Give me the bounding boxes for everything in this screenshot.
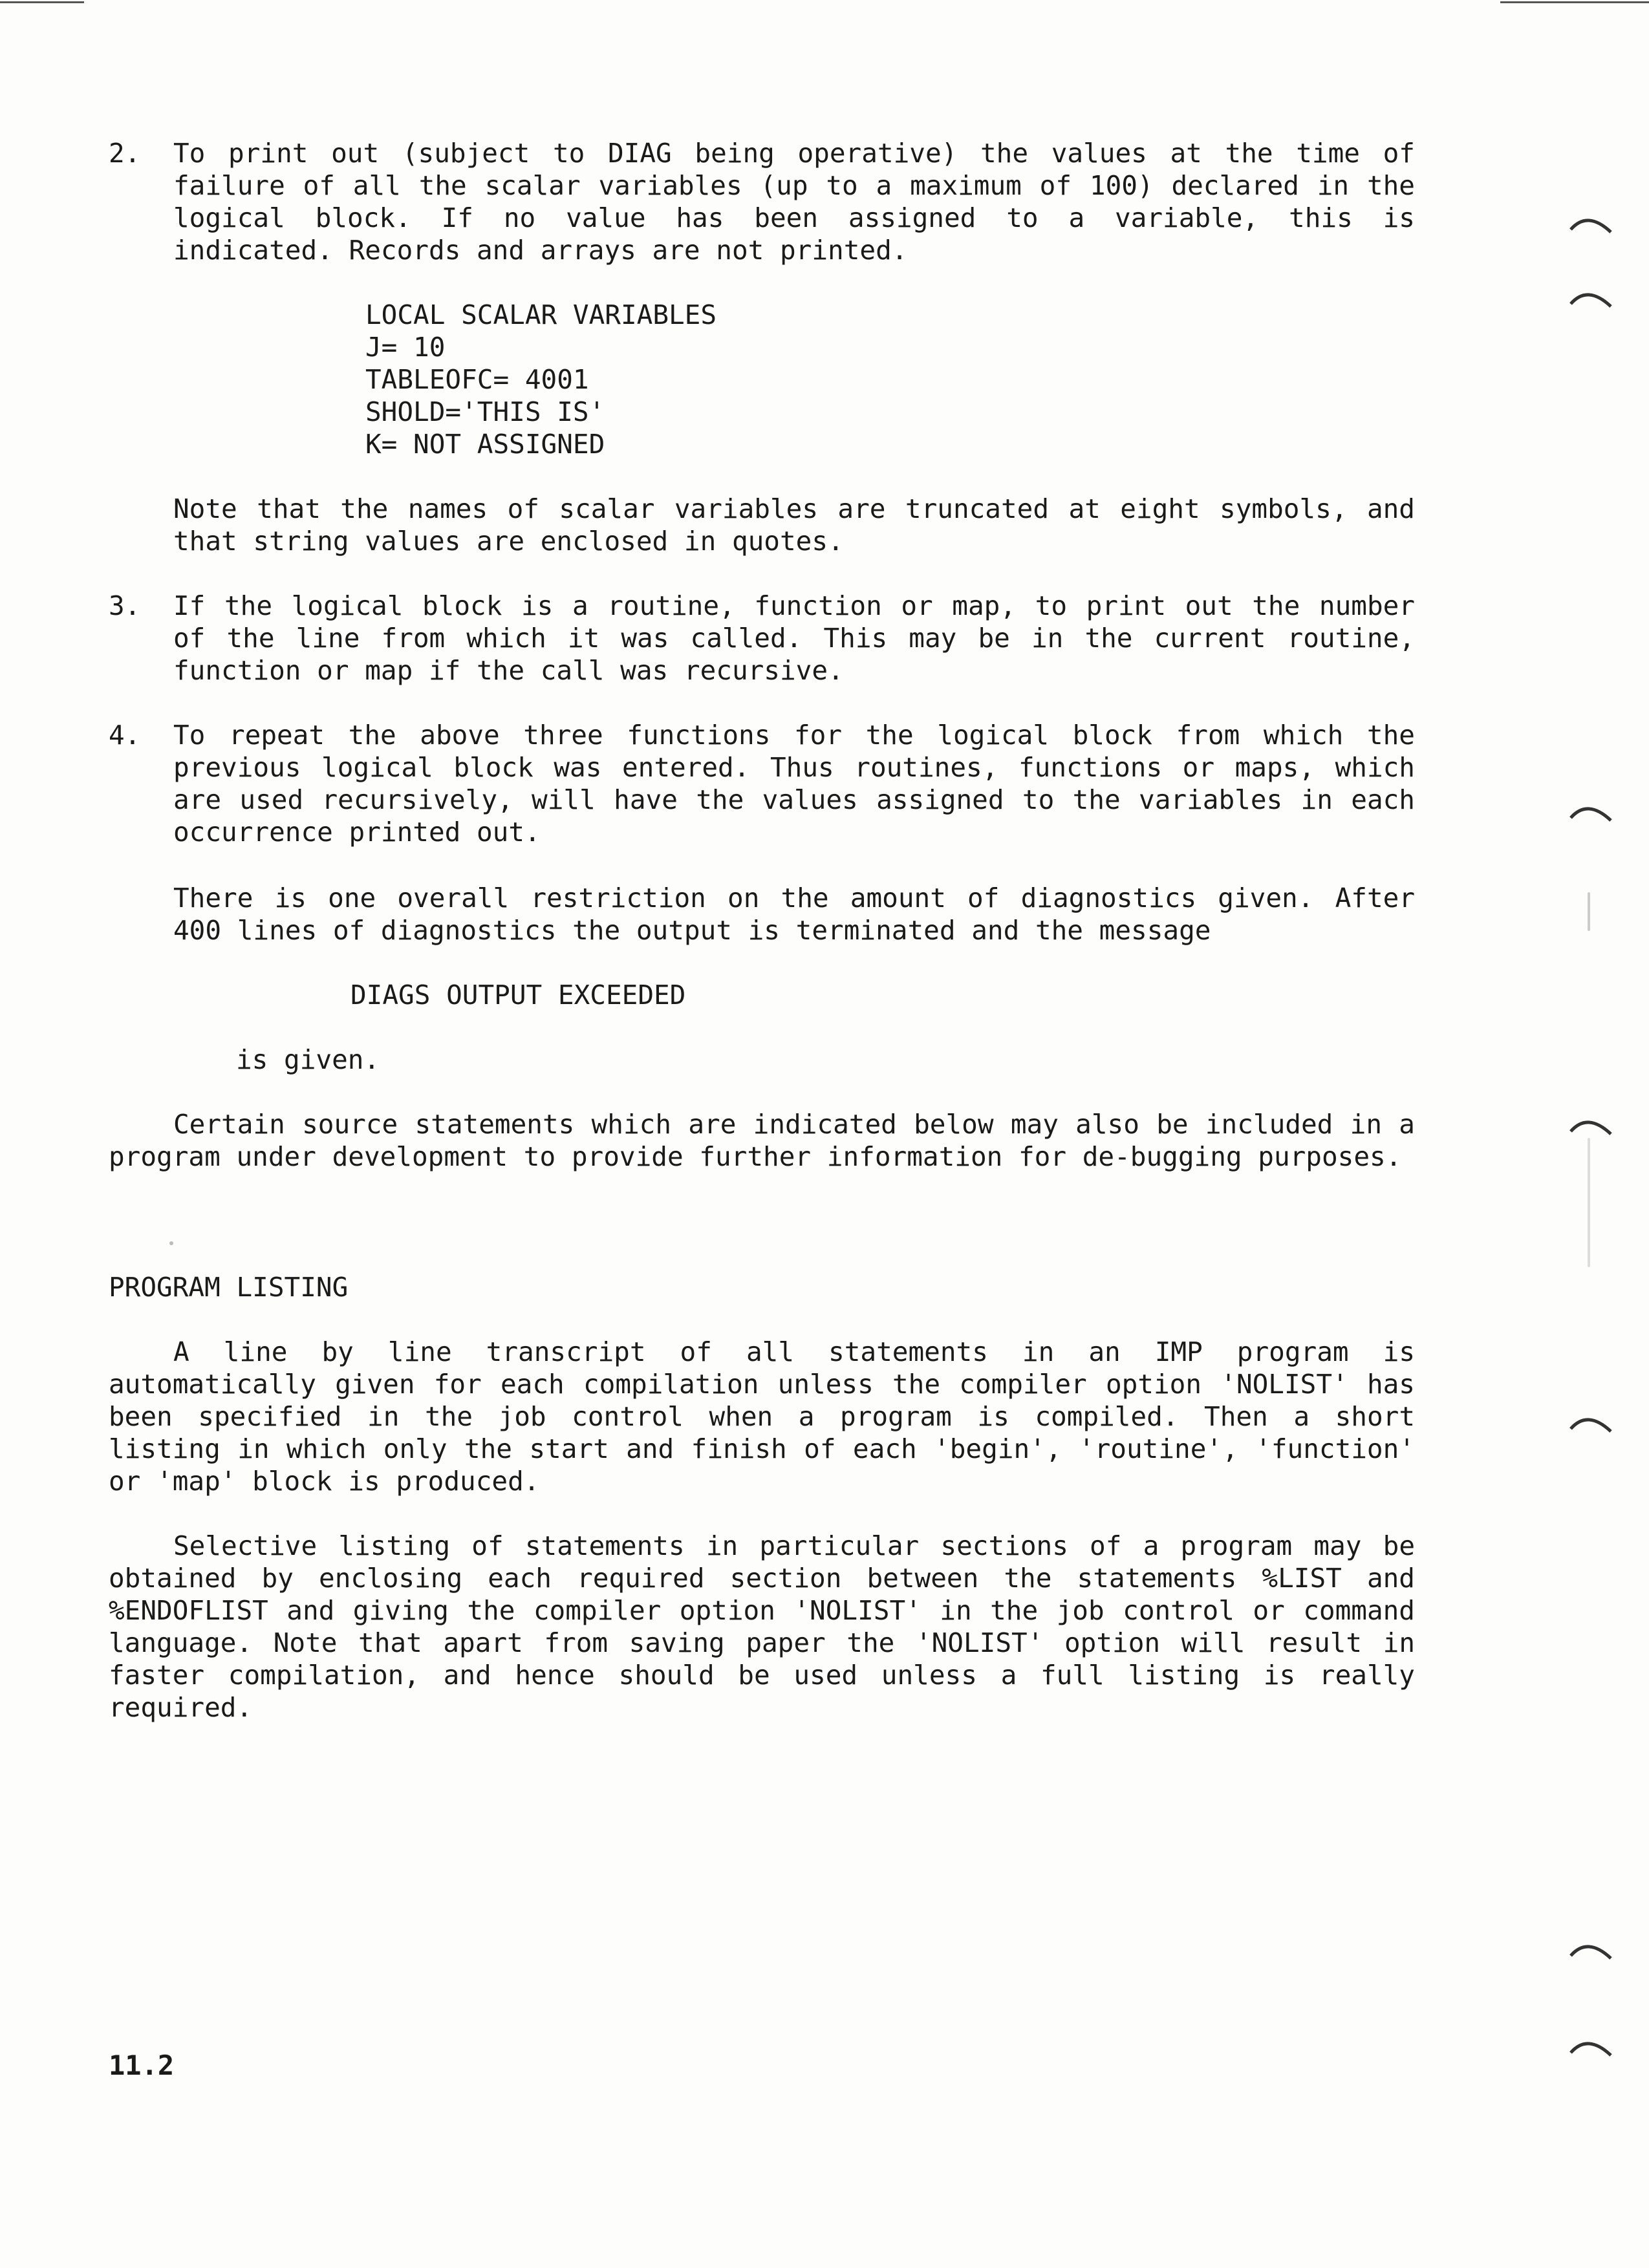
is-given-text: is given. bbox=[236, 1044, 380, 1075]
item-text: To repeat the above three functions for the logical block from which the previous logical block was entered. Thus routines, functions or maps, which are used recursively, will have the values assigned to the variables in each occurrence printed out. bbox=[173, 720, 1415, 848]
section-heading: PROGRAM LISTING bbox=[109, 1272, 349, 1303]
list-item-2 bbox=[109, 137, 1415, 266]
item-text: To print out (subject to DIAG being operative) the values at the time of failure of all the scalar variables (up to a maximum of 100) declared in the logical block. If no value has been assigned to a variable, this is indicated. Records and arrays are not printed. bbox=[173, 138, 1415, 266]
example-line: LOCAL SCALAR VARIABLES bbox=[365, 299, 717, 330]
binder-arc-icon bbox=[1568, 798, 1613, 824]
debug-statements-paragraph: Certain source statements which are indicated below may also be included in a program under development to provide further information for de-bugging purposes. bbox=[109, 1109, 1415, 1172]
list-item-4 bbox=[109, 719, 1415, 848]
list-item-3 bbox=[109, 590, 1415, 687]
item-text: If the logical block is a routine, function or map, to print out the number of the line from which it was called. This may be in the current routine, function or map if the call was recursive. bbox=[173, 590, 1415, 686]
scan-edge-line-right bbox=[1500, 1, 1649, 3]
page-number: 11.2 bbox=[109, 2049, 175, 2081]
listing-paragraph-2: Selective listing of statements in particular sections of a program may be obtained by enclosing each required section between the statements %LIST and %ENDOFLIST and giving the compiler option 'NOLIST' in the job control or command language. Note that apart from saving paper the 'NOLIST' option will result in faster compilation, and hence should be used unless a full listing is really required. bbox=[109, 1530, 1415, 1723]
restriction-paragraph: There is one overall restriction on the amount of diagnostics given. After 400 lines of diagnostics the output is terminated and the message bbox=[173, 883, 1415, 946]
item-number: 4. bbox=[109, 720, 141, 751]
binder-arc-icon bbox=[1568, 1936, 1613, 1962]
binder-arc-icon bbox=[1568, 2033, 1613, 2059]
example-line: J= 10 bbox=[365, 332, 446, 363]
scan-speck bbox=[1588, 1138, 1590, 1267]
example-line: SHOLD='THIS IS' bbox=[365, 396, 605, 427]
binder-arc-icon bbox=[1568, 284, 1613, 310]
note-paragraph: Note that the names of scalar variables are truncated at eight symbols, and that string values are enclosed in quotes. bbox=[173, 493, 1415, 557]
scan-edge-line-left bbox=[0, 1, 84, 3]
binder-arc-icon bbox=[1568, 1112, 1613, 1138]
binder-arc-icon bbox=[1568, 1409, 1613, 1435]
listing-paragraph-1: A line by line transcript of all statements in an IMP program is automatically given for each compilation unless the compiler option 'NOLIST' has been specified in the job control when a program is compiled. Then a short listing in which only the start and finish of each 'begin', 'routine', 'function' or 'map' block is produced. bbox=[109, 1336, 1415, 1497]
example-line: K= NOT ASSIGNED bbox=[365, 429, 605, 460]
scan-speck bbox=[1588, 892, 1590, 931]
binder-arc-icon bbox=[1568, 210, 1613, 236]
scan-speck bbox=[169, 1241, 173, 1245]
example-line: TABLEOFC= 4001 bbox=[365, 364, 589, 395]
diags-message: DIAGS OUTPUT EXCEEDED bbox=[350, 979, 686, 1011]
item-number: 2. bbox=[109, 138, 141, 169]
item-number: 3. bbox=[109, 590, 141, 621]
